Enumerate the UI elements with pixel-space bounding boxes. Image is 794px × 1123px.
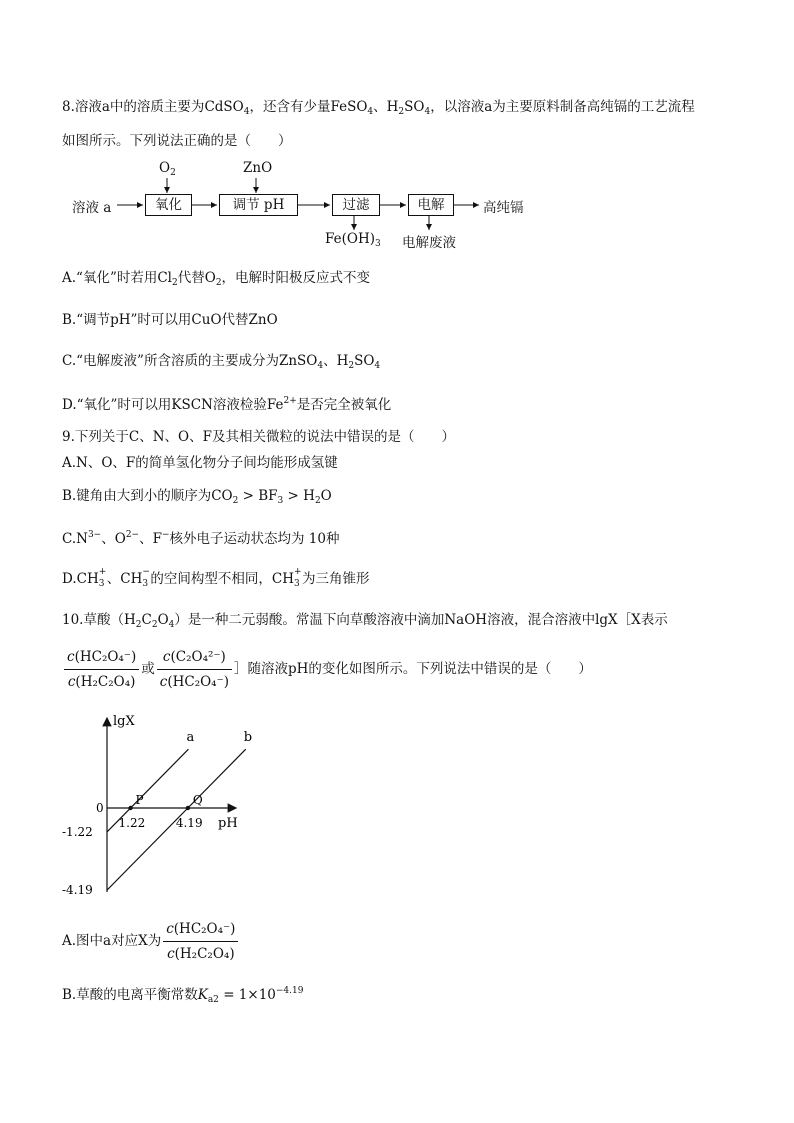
q8-option-d: D.“氧化”时可以用KSCN溶液检验$Fe^{2+}$是否完全被氧化 bbox=[62, 396, 392, 413]
point-label-P: P bbox=[135, 793, 144, 807]
q10-stem-line1: 10.草酸$(H_2C_2O_4)$是一种二元弱酸。常温下向草酸溶液中滴加NaOH溶液，混合溶液中lgX［X表示 bbox=[62, 612, 668, 630]
flowchart-arrows bbox=[0, 0, 794, 260]
q8-stem-line1: 8.溶液a中的溶质主要为CdSO$_4$，还含有少量FeSO$_4$、$H_2SO_4$，以溶液a为主要原料制备高纯镉的工艺流程 bbox=[62, 99, 695, 117]
q9-option-b: B.键角由大到小的顺序为$CO_2 > BF_3 > H_2O$ bbox=[62, 488, 332, 506]
flow-o2: $O_2$ bbox=[159, 160, 176, 178]
flow-out-feoh3: $Fe(OH)_3$ bbox=[325, 231, 381, 249]
q8-option-c: C.“电解废液”所含溶质的主要成分为ZnSO$_4$、$H_2SO_4$ bbox=[62, 353, 381, 371]
tick-origin: 0 bbox=[96, 801, 104, 815]
q10-stem-line2: $\frac{\text{c(HC₂O₄⁻)}}{\text{c(H₂C₂O₄)}}$ 或 $\frac{\text{c(C₂O₄²⁻)}}{\text{c(HC₂O₄⁻)}}$ ］随溶液pH的变化如图所示。下列说法中错误的是（ ） bbox=[62, 646, 592, 693]
fraction-option-a: $\frac{\text{c(HC₂O₄⁻)}}{\text{c(H₂C₂O₄)}}$ bbox=[163, 918, 238, 965]
flow-end: 高纯镉 bbox=[483, 200, 524, 216]
y-tick--1.22: -1.22 bbox=[62, 824, 93, 839]
q8-option-a: A.“氧化”时若用$Cl_2$代替$O_2$，电解时阳极反应式不变 bbox=[62, 270, 371, 288]
q9-option-a: A.N、O、F的简单氢化物分子间均能形成氢键 bbox=[62, 455, 338, 471]
flow-zno: ZnO bbox=[243, 160, 273, 176]
y-axis-label: lgX bbox=[113, 714, 135, 729]
q9-option-c: $C.N^{3-}$、$O^{2-}$、F−核外电子运动状态均为 10种 bbox=[62, 530, 340, 547]
point-P bbox=[128, 806, 132, 810]
flow-start: 溶液 a bbox=[72, 200, 112, 216]
q9-option-d: D.CH + 3 、CH − 3 的空间构型不相同，CH + 3 为三角锥形 bbox=[62, 567, 370, 589]
flow-box-filter: 过滤 bbox=[332, 194, 380, 216]
flow-box-electrolysis: 电解 bbox=[408, 194, 454, 216]
flow-out-waste: 电解废液 bbox=[402, 235, 456, 251]
x-axis-label: pH bbox=[218, 816, 238, 831]
chart-svg bbox=[60, 712, 260, 902]
flow-box-adjust-ph: 调节 pH bbox=[219, 194, 298, 216]
point-label-Q: Q bbox=[192, 793, 203, 807]
q9-stem: 9.下列关于C、N、O、F及其相关微粒的说法中错误的是（ ） bbox=[62, 429, 455, 445]
x-tick-1.22: 1.22 bbox=[118, 816, 146, 830]
q8-stem-line2: 如图所示。下列说法正确的是（ ） bbox=[62, 133, 292, 149]
y-tick--4.19: -4.19 bbox=[62, 883, 93, 898]
point-Q bbox=[186, 806, 190, 810]
series-label-a: a bbox=[186, 730, 195, 746]
flow-box-oxidation: 氧化 bbox=[145, 194, 192, 216]
fraction-c2o4-over-hc2o4: $\frac{\text{c(C₂O₄²⁻)}}{\text{c(HC₂O₄⁻)}}$ bbox=[157, 646, 232, 693]
q8-option-b: B.“调节pH”时可以用CuO代替ZnO bbox=[62, 312, 278, 328]
q10-option-a: A.图中a对应X为 $\frac{\text{c(HC₂O₄⁻)}}{\text{c(H₂C₂O₄)}}$ bbox=[62, 918, 240, 965]
x-tick-4.19: 4.19 bbox=[175, 816, 203, 830]
q10-option-b: B.草酸的电离平衡常数$K_{a2} = 1\times 10^{-4.19}$ bbox=[62, 986, 304, 1005]
fraction-hc2o4-over-h2c2o4: $\frac{\text{c(HC₂O₄⁻)}}{\text{c(H₂C₂O₄)}}$ bbox=[64, 646, 139, 693]
lgx-ph-chart bbox=[60, 712, 260, 902]
series-label-b: b bbox=[243, 730, 253, 746]
